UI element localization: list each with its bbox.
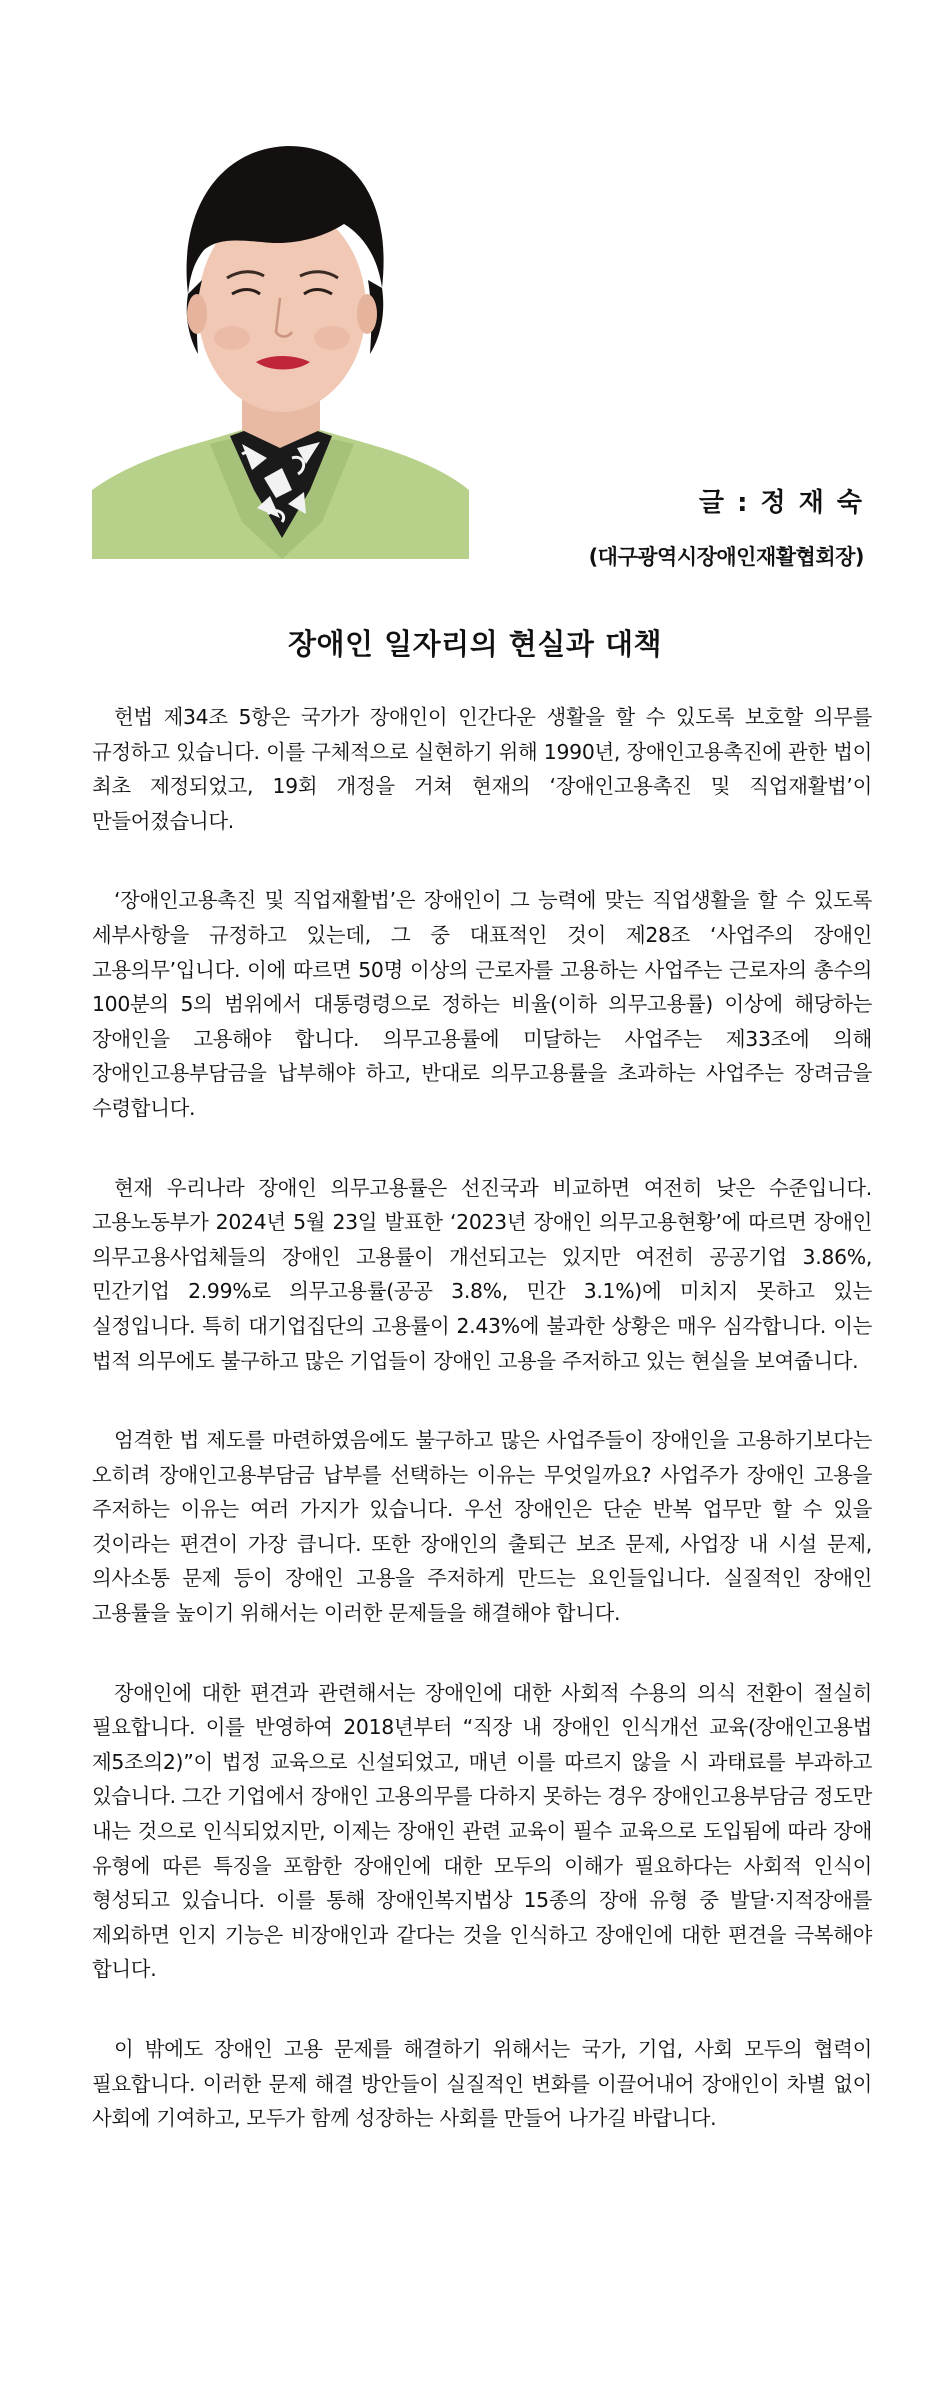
author-name: 글 : 정 재 숙 bbox=[698, 488, 864, 518]
article-paragraph: ‘장애인고용촉진 및 직업재활법’은 장애인이 그 능력에 맞는 직업생활을 할 수 있도록 세부사항을 규정하고 있는데, 그 중 대표적인 것이 제28조 ‘사업주의 장애인 고용의무’입니다. 이에 따르면 50명 이상의 근로자를 고용하는 사업주는 근로자의 총수의 100분의 5의 범위에서 대통령령으로 정하는 비율(이하 의무고용률) 이상에 해당하는 장애인을 고용해야 합니다. 의무고용률에 미달하는 사업주는 제33조에 의해 장애인고용부담금을 납부해야 하고, 반대로 의무고용률을 초과하는 사업주는 장려금을 수령합니다. bbox=[92, 888, 872, 1120]
author-affiliation: (대구광역시장애인재활협회장) bbox=[588, 545, 864, 569]
article-paragraph: 엄격한 법 제도를 마련하였음에도 불구하고 많은 사업주들이 장애인을 고용하기보다는 오히려 장애인고용부담금 납부를 선택하는 이유는 무엇일까요? 사업주가 장애인 고용을 주저하는 이유는 여러 가지가 있습니다. 우선 장애인은 단순 반복 업무만 할 수 있을 것이라는 편견이 가장 큽니다. 또한 장애인의 출퇴근 보조 문제, 사업장 내 시설 문제, 의사소통 문제 등이 장애인 고용을 주저하게 만드는 요인들입니다. 실질적인 장애인 고용률을 높이기 위해서는 이러한 문제들을 해결해야 합니다. bbox=[92, 1428, 872, 1626]
article-paragraph: 장애인에 대한 편견과 관련해서는 장애인에 대한 사회적 수용의 의식 전환이 절실히 필요합니다. 이를 반영하여 2018년부터 “직장 내 장애인 인식개선 교육(장애인고용법 제5조의2)”이 법정 교육으로 신설되었고, 매년 이를 따르지 않을 시 과태료를 부과하고 있습니다. 그간 기업에서 장애인 고용의무를 다하지 못하는 경우 장애인고용부담금 정도만 내는 것으로 인식되었지만, 이제는 장애인 관련 교육이 필수 교육으로 도입됨에 따라 장애 유형에 따른 특징을 포함한 장애인에 대한 모두의 이해가 필요하다는 사회적 인식이 형성되고 있습니다. 이를 통해 장애인복지법상 15종의 장애 유형 중 발달·지적장애를 제외하면 인지 기능은 비장애인과 같다는 것을 인식하고 장애인에 대한 편견을 극복해야 합니다. bbox=[92, 1680, 872, 1982]
article-body bbox=[92, 700, 872, 2181]
article-title: 장애인 일자리의 현실과 대책 bbox=[288, 627, 662, 661]
byline bbox=[589, 482, 864, 571]
article-paragraph: 현재 우리나라 장애인 의무고용률은 선진국과 비교하면 여전히 낮은 수준입니다. 고용노동부가 2024년 5월 23일 발표한 ‘2023년 장애인 의무고용현황’에 따르면 장애인 의무고용사업체들의 장애인 고용률이 개선되고는 있지만 여전히 공공기업 3.86%, 민간기업 2.99%로 의무고용률(공공 3.8%, 민간 3.1%)에 미치지 못하고 있는 실정입니다. 특히 대기업집단의 고용률이 2.43%에 불과한 상황은 매우 심각합니다. 이는 법적 의무에도 불구하고 많은 기업들이 장애인 고용을 주저하고 있는 현실을 보여줍니다. bbox=[92, 1175, 872, 1373]
article-paragraph: 헌법 제34조 5항은 국가가 장애인이 인간다운 생활을 할 수 있도록 보호할 의무를 규정하고 있습니다. 이를 구체적으로 실현하기 위해 1990년, 장애인고용촉진에 관한 법이 최초 제정되었고, 19회 개정을 거쳐 현재의 ‘장애인고용촉진 및 직업재활법’이 만들어졌습니다. bbox=[92, 705, 872, 833]
author-portrait-photo bbox=[92, 118, 469, 559]
article-paragraph: 이 밖에도 장애인 고용 문제를 해결하기 위해서는 국가, 기업, 사회 모두의 협력이 필요합니다. 이러한 문제 해결 방안들이 실질적인 변화를 이끌어내어 장애인이 차별 없이 사회에 기여하고, 모두가 함께 성장하는 사회를 만들어 나가길 바랍니다. bbox=[92, 2037, 872, 2131]
